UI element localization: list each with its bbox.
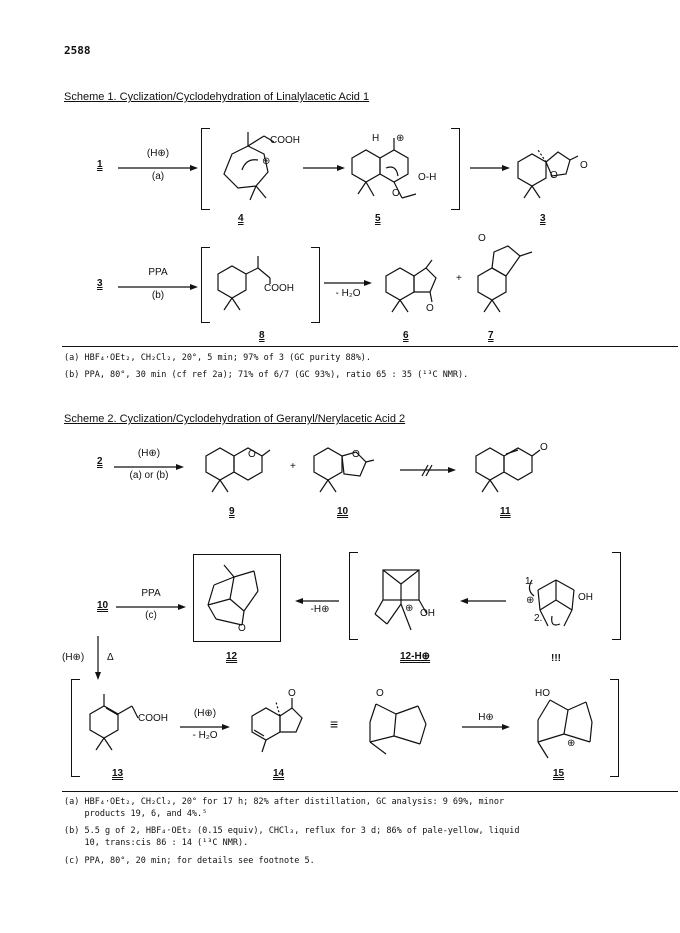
reaction-arrow-14-15-label: H⊕ bbox=[478, 712, 494, 723]
structure-13 bbox=[84, 690, 194, 760]
compound-label-3: 3 bbox=[540, 213, 546, 224]
compound-label-13: 13 bbox=[112, 768, 124, 779]
scheme2-note-b-line2: 10, trans:cis 86 : 14 (¹³C NMR). bbox=[64, 838, 249, 848]
compound-label-14: 14 bbox=[273, 768, 285, 779]
o-label-10: O bbox=[352, 449, 360, 460]
reaction-arrow-13-14-label: - H₂O bbox=[192, 730, 218, 741]
vertical-arrow-acid-label: (H⊕) bbox=[62, 652, 85, 663]
reaction-arrow-13-14-acid: (H⊕) bbox=[193, 708, 217, 719]
no-reaction-arrow bbox=[400, 465, 456, 477]
compound-label-12: 12 bbox=[226, 651, 238, 662]
o-label-9: O bbox=[248, 449, 256, 460]
compound-label-8: 8 bbox=[259, 330, 265, 341]
reaction-arrow-14-15 bbox=[462, 724, 510, 730]
compound-label-7: 7 bbox=[488, 330, 494, 341]
oh-label-precursor: OH bbox=[578, 592, 593, 603]
bracket-8-right bbox=[311, 247, 320, 323]
cation-charge-4: ⊕ bbox=[262, 156, 271, 167]
compound-label-3-start: 3 bbox=[97, 278, 103, 289]
scheme1-note-b: (b) PPA, 80°, 30 min (cf ref 2a); 71% of 6/7 (GC 93%), ratio 65 : 35 (¹³C NMR). bbox=[64, 370, 469, 380]
bracket-12h-left bbox=[349, 552, 358, 640]
reaction-arrow-b-label: (b) bbox=[151, 290, 165, 301]
step-1-label: 1. bbox=[525, 576, 534, 587]
bracket-row3-right bbox=[610, 679, 619, 777]
bracket-12h-right bbox=[612, 552, 621, 640]
bracket-8-left bbox=[201, 247, 210, 323]
plus-sign-6-7: + bbox=[456, 273, 462, 284]
scheme2-title: Scheme 2. Cyclization/Cyclodehydration of Geranyl/Nerylacetic Acid 2 bbox=[64, 413, 406, 425]
structure-14-3d bbox=[356, 684, 446, 764]
scheme1-note-a: (a) HBF₄·OEt₂, CH₂Cl₂, 20°, 5 min; 97% of 3 (GC purity 88%). bbox=[64, 353, 372, 363]
intermediate-bracket-right bbox=[451, 128, 460, 210]
structure-10 bbox=[308, 440, 388, 500]
reaction-arrow-b-reagent: PPA bbox=[148, 267, 168, 278]
reaction-arrow-c-label: (c) bbox=[145, 610, 157, 621]
o-label-11: O bbox=[540, 442, 548, 453]
o-label-14: O bbox=[288, 688, 296, 699]
intermediate-bracket-left bbox=[201, 128, 210, 210]
compound-label-12h: 12-H⊕ bbox=[400, 651, 431, 662]
cooh-label-4: COOH bbox=[270, 135, 300, 146]
o-label-7: O bbox=[478, 233, 486, 244]
structure-15 bbox=[520, 680, 610, 770]
o-label-5: O bbox=[392, 188, 400, 199]
reaction-arrow-c-reagent: PPA bbox=[141, 588, 161, 599]
compound-label-15: 15 bbox=[553, 768, 565, 779]
structure-9 bbox=[200, 440, 280, 500]
h-label-5: H bbox=[372, 133, 380, 144]
reaction-arrow-a-condition: (H⊕) bbox=[146, 148, 170, 159]
dehydration-label: - H₂O bbox=[335, 288, 361, 299]
compound-label-1: 1 bbox=[97, 159, 103, 170]
cation-charge-15: ⊕ bbox=[567, 738, 576, 749]
bracket-row3-left bbox=[71, 679, 80, 777]
plus-sign-9-10: + bbox=[290, 461, 296, 472]
scheme2-note-a-line1: (a) HBF₄·OEt₂, CH₂Cl₂, 20° for 17 h; 82% after distillation, GC analysis: 9 69%, minor bbox=[64, 797, 505, 807]
structure-14 bbox=[246, 688, 326, 758]
compound-12-box bbox=[193, 554, 281, 642]
structure-12 bbox=[194, 555, 280, 641]
compound-label-5: 5 bbox=[375, 213, 381, 224]
vertical-arrow-heat-label: Δ bbox=[107, 652, 114, 663]
o-label-3b: O bbox=[580, 160, 588, 171]
deprotonation-label: -H⊕ bbox=[310, 604, 330, 615]
compound-label-9: 9 bbox=[229, 506, 235, 517]
exclamation-mark: !!! bbox=[551, 653, 561, 664]
step-2-label: 2. bbox=[534, 613, 543, 624]
compound-label-10-start: 10 bbox=[97, 600, 109, 611]
oh-label-5: O-H bbox=[418, 172, 437, 183]
scheme2-footnote-rule bbox=[62, 791, 678, 792]
structure-6 bbox=[380, 252, 460, 322]
reaction-arrow-s2-label: (a) or (b) bbox=[129, 470, 169, 481]
structure-12-h bbox=[365, 560, 455, 640]
structure-8 bbox=[212, 250, 312, 320]
o-label-3a: O bbox=[550, 170, 558, 181]
page-number: 2588 bbox=[64, 44, 91, 57]
structure-7 bbox=[472, 232, 552, 322]
compound-label-6: 6 bbox=[403, 330, 409, 341]
scheme1-title: Scheme 1. Cyclization/Cyclodehydration of Linalylacetic Acid 1 bbox=[64, 91, 370, 103]
cation-charge-precursor: ⊕ bbox=[526, 595, 535, 606]
compound-label-11: 11 bbox=[500, 506, 511, 517]
vertical-arrow bbox=[95, 636, 101, 680]
scheme2-note-b-line1: (b) 5.5 g of 2, HBF₄·OEt₂ (0.15 equiv), CHCl₃, reflux for 3 d; 86% of pale-yellow, liquid bbox=[64, 826, 520, 836]
o-label-6: O bbox=[426, 303, 434, 314]
ho-label-15: HO bbox=[535, 688, 550, 699]
reaction-arrow-dehydration bbox=[324, 280, 372, 286]
structure-5 bbox=[346, 128, 442, 212]
scheme2-note-a-line2: products 19, 6, and 4%.⁵ bbox=[64, 809, 208, 819]
o-label-12: O bbox=[238, 623, 246, 634]
cooh-label-13: COOH bbox=[138, 713, 168, 724]
cation-charge-5: ⊕ bbox=[396, 133, 405, 144]
compound-label-2: 2 bbox=[97, 456, 103, 467]
oh-label-12h: OH bbox=[420, 608, 435, 619]
reaction-arrow-a-label: (a) bbox=[151, 171, 165, 182]
cation-charge-12h: ⊕ bbox=[405, 603, 414, 614]
reaction-arrow-s2-condition: (H⊕) bbox=[137, 448, 161, 459]
reaction-arrow-4-5 bbox=[303, 165, 345, 171]
o-label-14-3d: O bbox=[376, 688, 384, 699]
reaction-arrow-5-3 bbox=[470, 165, 510, 171]
compound-label-10: 10 bbox=[337, 506, 349, 517]
reaction-arrow-rearrangement bbox=[460, 598, 506, 604]
cooh-label-8: COOH bbox=[264, 283, 294, 294]
scheme2-note-c: (c) PPA, 80°, 20 min; for details see footnote 5. bbox=[64, 856, 315, 866]
scheme1-footnote-rule bbox=[62, 346, 678, 347]
equivalence-sign: ≡ bbox=[330, 716, 339, 732]
compound-label-4: 4 bbox=[238, 213, 244, 224]
